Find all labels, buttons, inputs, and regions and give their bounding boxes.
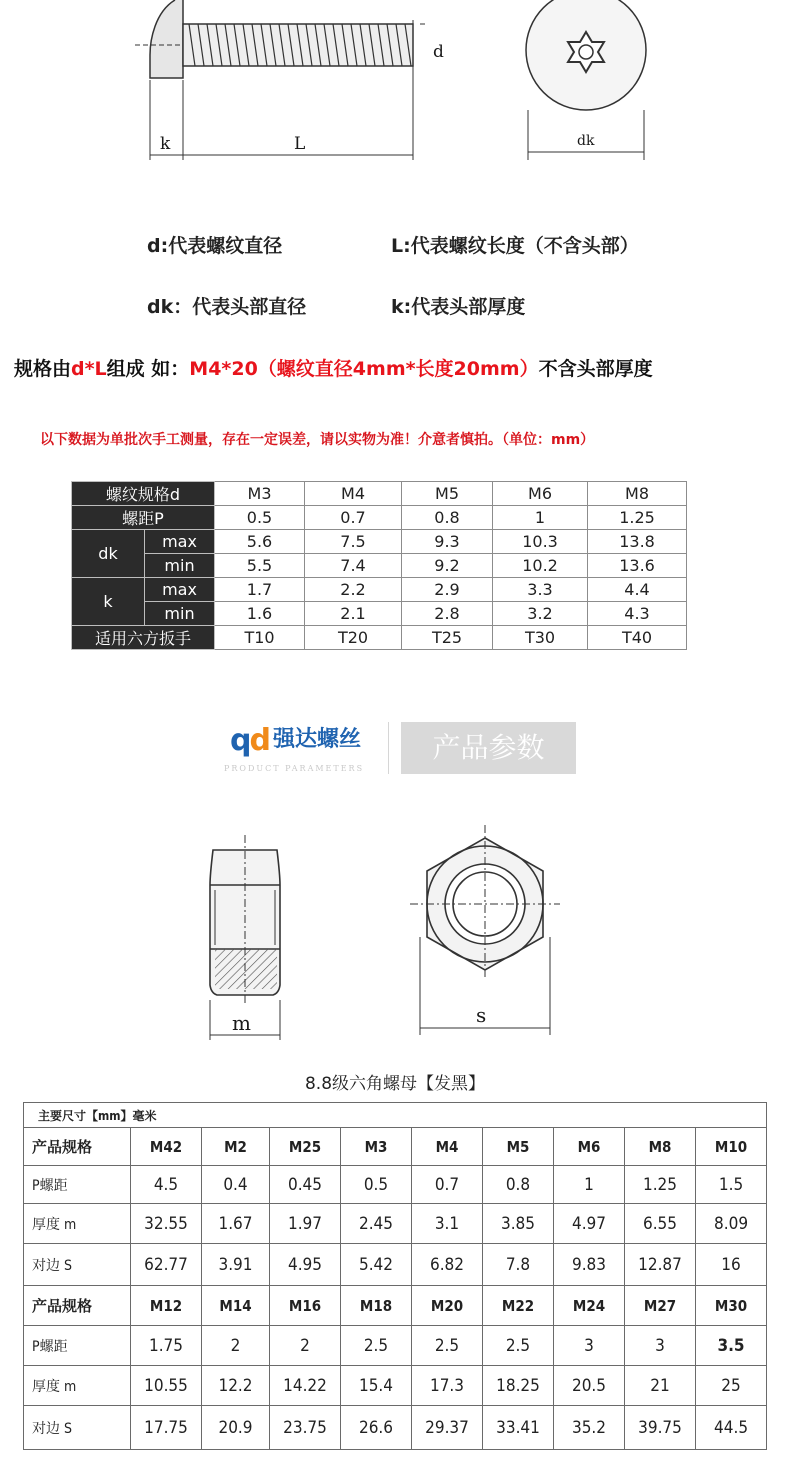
size-cell: M22 [483,1286,554,1326]
size-cell: M4 [305,482,402,506]
value-cell: 10.3 [493,530,588,554]
value-cell: 3.5 [696,1326,767,1366]
value-cell: 0.4 [202,1166,270,1204]
header-cell: max [145,530,215,554]
value-cell: 2 [202,1326,270,1366]
dim-label-s: s [476,1003,487,1027]
row-label: 产品规格 [24,1128,131,1166]
value-cell: T25 [402,626,493,650]
value-cell: 62.77 [131,1244,202,1286]
value-cell: 0.5 [341,1166,412,1204]
size-cell: M14 [202,1286,270,1326]
size-cell: M5 [483,1128,554,1166]
value-cell: 17.75 [131,1406,202,1450]
definition-L: L:代表螺纹长度（不含头部） [391,235,639,257]
value-cell: 1.97 [270,1204,341,1244]
value-cell: 4.3 [588,602,687,626]
table-row [72,530,687,554]
value-cell: 0.7 [412,1166,483,1204]
table-header: 主要尺寸【mm】毫米 [24,1103,767,1128]
header-cell: dk [72,530,145,578]
value-cell: 17.3 [412,1366,483,1406]
dim-label-d: d [433,42,444,62]
header-cell: max [145,578,215,602]
value-cell: 0.45 [270,1166,341,1204]
value-cell: 12.87 [625,1244,696,1286]
value-cell: 1.5 [696,1166,767,1204]
brand-name: 强达螺丝 [272,727,361,752]
value-cell: 6.82 [412,1244,483,1286]
value-cell: 3.1 [412,1204,483,1244]
table-row [24,1244,767,1286]
value-cell: 3.2 [493,602,588,626]
value-cell: 32.55 [131,1204,202,1244]
header-cell: 螺距P [72,506,215,530]
value-cell: 3 [554,1326,625,1366]
value-cell: 26.6 [341,1406,412,1450]
size-cell: M25 [270,1128,341,1166]
value-cell: 8.09 [696,1204,767,1244]
value-cell: 2.2 [305,578,402,602]
table-row [24,1326,767,1366]
value-cell: 35.2 [554,1406,625,1450]
value-cell: 7.4 [305,554,402,578]
value-cell: 13.6 [588,554,687,578]
table-row [72,578,687,602]
spec-rule-text: 规格由d*L组成 如：M4*20（螺纹直径4mm*长度20mm）不含头部厚度 [14,358,653,380]
value-cell: 2.5 [483,1326,554,1366]
value-cell: T10 [215,626,305,650]
product-params-banner: 产品参数 [401,722,576,774]
value-cell: 5.5 [215,554,305,578]
value-cell: 23.75 [270,1406,341,1450]
nut-title: 8.8级六角螺母【发黑】 [304,1074,486,1094]
value-cell: T30 [493,626,588,650]
value-cell: 2.5 [341,1326,412,1366]
value-cell: 3 [625,1326,696,1366]
value-cell: 2.8 [402,602,493,626]
header-cell: 螺纹规格d [72,482,215,506]
row-label: 对边 S [24,1244,131,1286]
value-cell: 1.7 [215,578,305,602]
size-cell: M24 [554,1286,625,1326]
dim-label-dk: dk [577,133,595,149]
size-cell: M2 [202,1128,270,1166]
dim-label-m: m [232,1011,251,1035]
value-cell: 1.25 [588,506,687,530]
value-cell: 1.25 [625,1166,696,1204]
value-cell: 15.4 [341,1366,412,1406]
screw-spec-table [71,481,687,650]
header-cell: k [72,578,145,626]
table-row [24,1406,767,1450]
value-cell: 4.97 [554,1204,625,1244]
dim-label-L: L [294,134,306,154]
value-cell: 20.5 [554,1366,625,1406]
table-row [24,1128,767,1166]
table-row [72,482,687,506]
definition-k: k:代表头部厚度 [391,296,526,318]
row-label: 厚度 m [24,1204,131,1244]
nut-spec-table [23,1102,767,1450]
definition-dk: dk：代表头部直径 [147,296,307,318]
size-cell: M10 [696,1128,767,1166]
value-cell: 16 [696,1244,767,1286]
size-cell: M12 [131,1286,202,1326]
value-cell: 1.75 [131,1326,202,1366]
value-cell: 9.2 [402,554,493,578]
value-cell: 9.3 [402,530,493,554]
size-cell: M18 [341,1286,412,1326]
size-cell: M27 [625,1286,696,1326]
size-cell: M6 [554,1128,625,1166]
size-cell: M8 [588,482,687,506]
value-cell: 0.5 [215,506,305,530]
value-cell: 5.42 [341,1244,412,1286]
brand-logo [224,722,365,773]
value-cell: 7.5 [305,530,402,554]
value-cell: T20 [305,626,402,650]
value-cell: 7.8 [483,1244,554,1286]
definition-d: d:代表螺纹直径 [147,235,283,257]
size-cell: M4 [412,1128,483,1166]
divider [388,722,389,774]
value-cell: 3.91 [202,1244,270,1286]
table-row [24,1166,767,1204]
value-cell: 13.8 [588,530,687,554]
value-cell: 1 [493,506,588,530]
table-row [72,554,687,578]
value-cell: 4.95 [270,1244,341,1286]
table-row [24,1103,767,1128]
row-label: P螺距 [24,1326,131,1366]
value-cell: 0.7 [305,506,402,530]
value-cell: 18.25 [483,1366,554,1406]
size-cell: M5 [402,482,493,506]
header-cell: min [145,602,215,626]
value-cell: 4.5 [131,1166,202,1204]
value-cell: 2.1 [305,602,402,626]
table-row [24,1204,767,1244]
size-cell: M3 [215,482,305,506]
row-label: P螺距 [24,1166,131,1204]
value-cell: 1 [554,1166,625,1204]
value-cell: 0.8 [483,1166,554,1204]
value-cell: 3.85 [483,1204,554,1244]
value-cell: 2.45 [341,1204,412,1244]
brand-subtitle: PRODUCT PARAMETERS [224,764,365,773]
value-cell: 25 [696,1366,767,1406]
header-cell: 适用六方扳手 [72,626,215,650]
value-cell: 4.4 [588,578,687,602]
size-cell: M20 [412,1286,483,1326]
value-cell: T40 [588,626,687,650]
value-cell: 2.9 [402,578,493,602]
value-cell: 12.2 [202,1366,270,1406]
value-cell: 6.55 [625,1204,696,1244]
size-cell: M8 [625,1128,696,1166]
value-cell: 9.83 [554,1244,625,1286]
value-cell: 10.55 [131,1366,202,1406]
value-cell: 14.22 [270,1366,341,1406]
size-cell: M16 [270,1286,341,1326]
value-cell: 29.37 [412,1406,483,1450]
header-cell: min [145,554,215,578]
measurement-note: 以下数据为单批次手工测量，存在一定误差，请以实物为准！介意者慎拍。（单位：mm） [40,432,595,448]
value-cell: 10.2 [493,554,588,578]
table-row [72,602,687,626]
value-cell: 21 [625,1366,696,1406]
row-label: 产品规格 [24,1286,131,1326]
value-cell: 2 [270,1326,341,1366]
value-cell: 33.41 [483,1406,554,1450]
logo-mark: qd [230,723,269,758]
value-cell: 20.9 [202,1406,270,1450]
table-row [72,626,687,650]
size-cell: M3 [341,1128,412,1166]
table-row [24,1366,767,1406]
table-row [72,506,687,530]
row-label: 厚度 m [24,1366,131,1406]
size-cell: M30 [696,1286,767,1326]
size-cell: M6 [493,482,588,506]
value-cell: 0.8 [402,506,493,530]
value-cell: 39.75 [625,1406,696,1450]
value-cell: 5.6 [215,530,305,554]
dim-label-k: k [160,134,171,154]
value-cell: 3.3 [493,578,588,602]
value-cell: 2.5 [412,1326,483,1366]
value-cell: 44.5 [696,1406,767,1450]
table-row [24,1286,767,1326]
size-cell: M42 [131,1128,202,1166]
value-cell: 1.6 [215,602,305,626]
value-cell: 1.67 [202,1204,270,1244]
row-label: 对边 S [24,1406,131,1450]
